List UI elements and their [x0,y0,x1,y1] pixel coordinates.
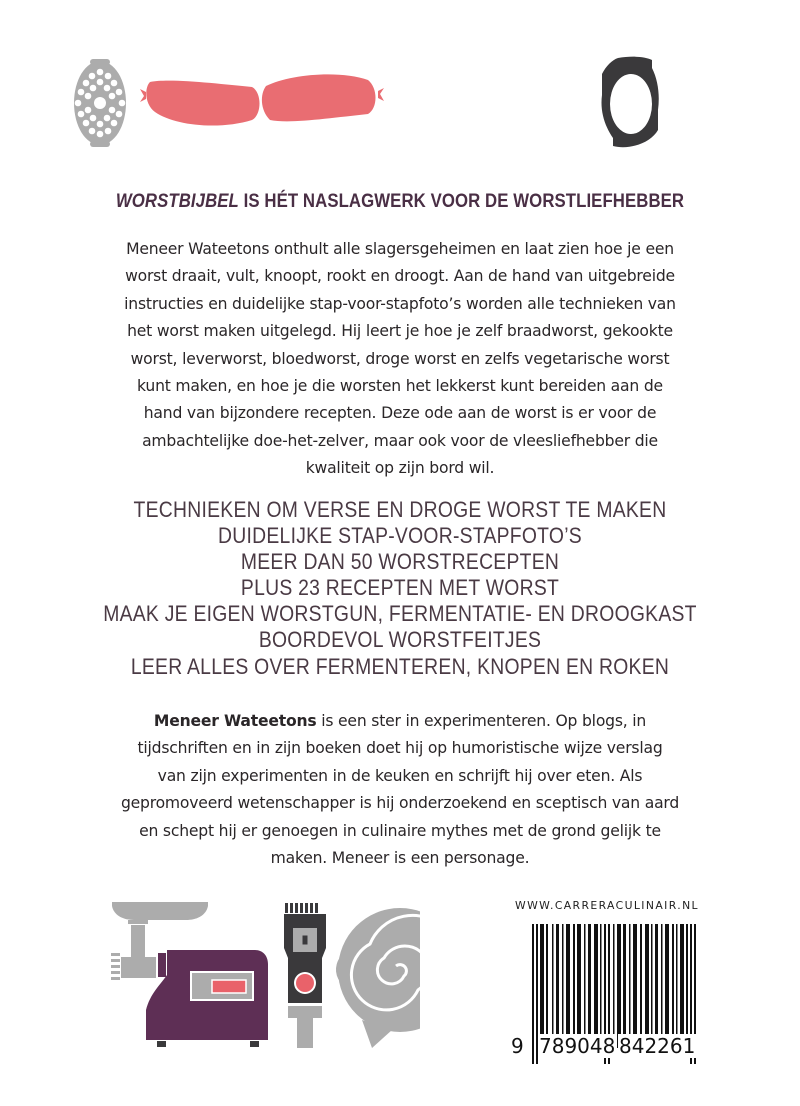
intro-line: Meneer Wateetons onthult alle slagersgeheimen en laat zien hoe je een [126,240,674,258]
intro-line: instructies en duidelijke stap-voor-stapfoto’s worden alle technieken van [124,294,676,313]
intro-line: kunt maken, en hoe je die worsten het lekkerst kunt bereiden aan de [137,377,663,396]
isbn-group-1: 789048 [539,1034,616,1058]
grinder-plate-icon [74,59,126,147]
intro-line: worst draait, vult, knoopt, rookt en droogt. Aan de hand van uitgebreide [125,267,675,286]
feature-list [0,497,800,680]
author-line: gepromoveerd wetenschapper is hij onderzoekend en sceptisch van aard [120,794,680,813]
feature-item: PLUS 23 RECEPTEN MET WORST [240,575,560,601]
intro-line: worst, leverworst, bloedworst, droge worst en zelfs vegetarische worst [130,349,670,368]
isbn-group-2: 842261 [619,1034,696,1058]
feature-item: MAAK JE EIGEN WORSTGUN, FERMENTATIE- EN DROOGKAST [103,601,697,627]
publisher-website: WWW.CARRERACULINAIR.NL [515,899,699,912]
author-name: Meneer Wateetons [153,712,317,730]
intro-line: hand van bijzondere recepten. Deze ode aan de worst is er voor de [143,404,657,423]
intro-line: ambachtelijke doe-het-zelver, maar ook voor de vleesliefhebber die [142,431,658,450]
top-illustration-svg [0,0,800,180]
author-line: van zijn experimenten in de keuken en schrijft hij over eten. Als [157,766,643,785]
sausage-link-icon [140,74,384,125]
feature-item: TECHNIEKEN OM VERSE EN DROGE WORST TE MAKEN [133,497,667,522]
author-line [110,708,690,735]
headline-tagline: IS HÉT NASLAGWERK VOOR DE WORSTLIEFHEBBER [238,190,685,212]
intro-paragraph [120,236,680,483]
bottom-illustration-strip [90,890,420,1060]
sausage-stuffer-gun-icon [284,903,326,1048]
feature-item: LEER ALLES OVER FERMENTEREN, KNOPEN EN ROKEN [130,653,670,679]
headline-book-title: WORSTBIJBEL [115,190,239,212]
isbn-prefix: 9 [511,1034,524,1058]
author-line-rest: is een ster in experimenteren. Op blogs, in [316,712,647,730]
feature-item: DUIDELIJKE STAP-VOOR-STAPFOTO’S [218,523,582,549]
feature-item: BOORDEVOL WORSTFEITJES [258,627,542,653]
intro-line: kwaliteit op zijn bord wil. [305,459,495,478]
author-line: tijdschriften en in zijn boeken doet hij op humoristische wijze verslag [137,739,663,758]
meat-grinder-icon [111,902,268,1047]
grinder-ring-icon [601,57,658,148]
author-line: maken. Meneer is een personage. [270,849,530,868]
top-illustration-strip [0,0,800,180]
feature-item: MEER DAN 50 WORSTRECEPTEN [240,549,560,575]
bottom-illustration-svg [90,890,420,1060]
isbn-number [510,1034,710,1064]
intro-line: het worst maken uitgelegd. Hij leert je hoe je zelf braadworst, gekookte [127,322,673,341]
author-line: en schept hij er genoegen in culinaire mythes met de grond gelijk te [139,821,661,840]
headline [56,190,744,213]
coiled-sausage-icon [338,908,420,1048]
author-bio [110,708,690,872]
